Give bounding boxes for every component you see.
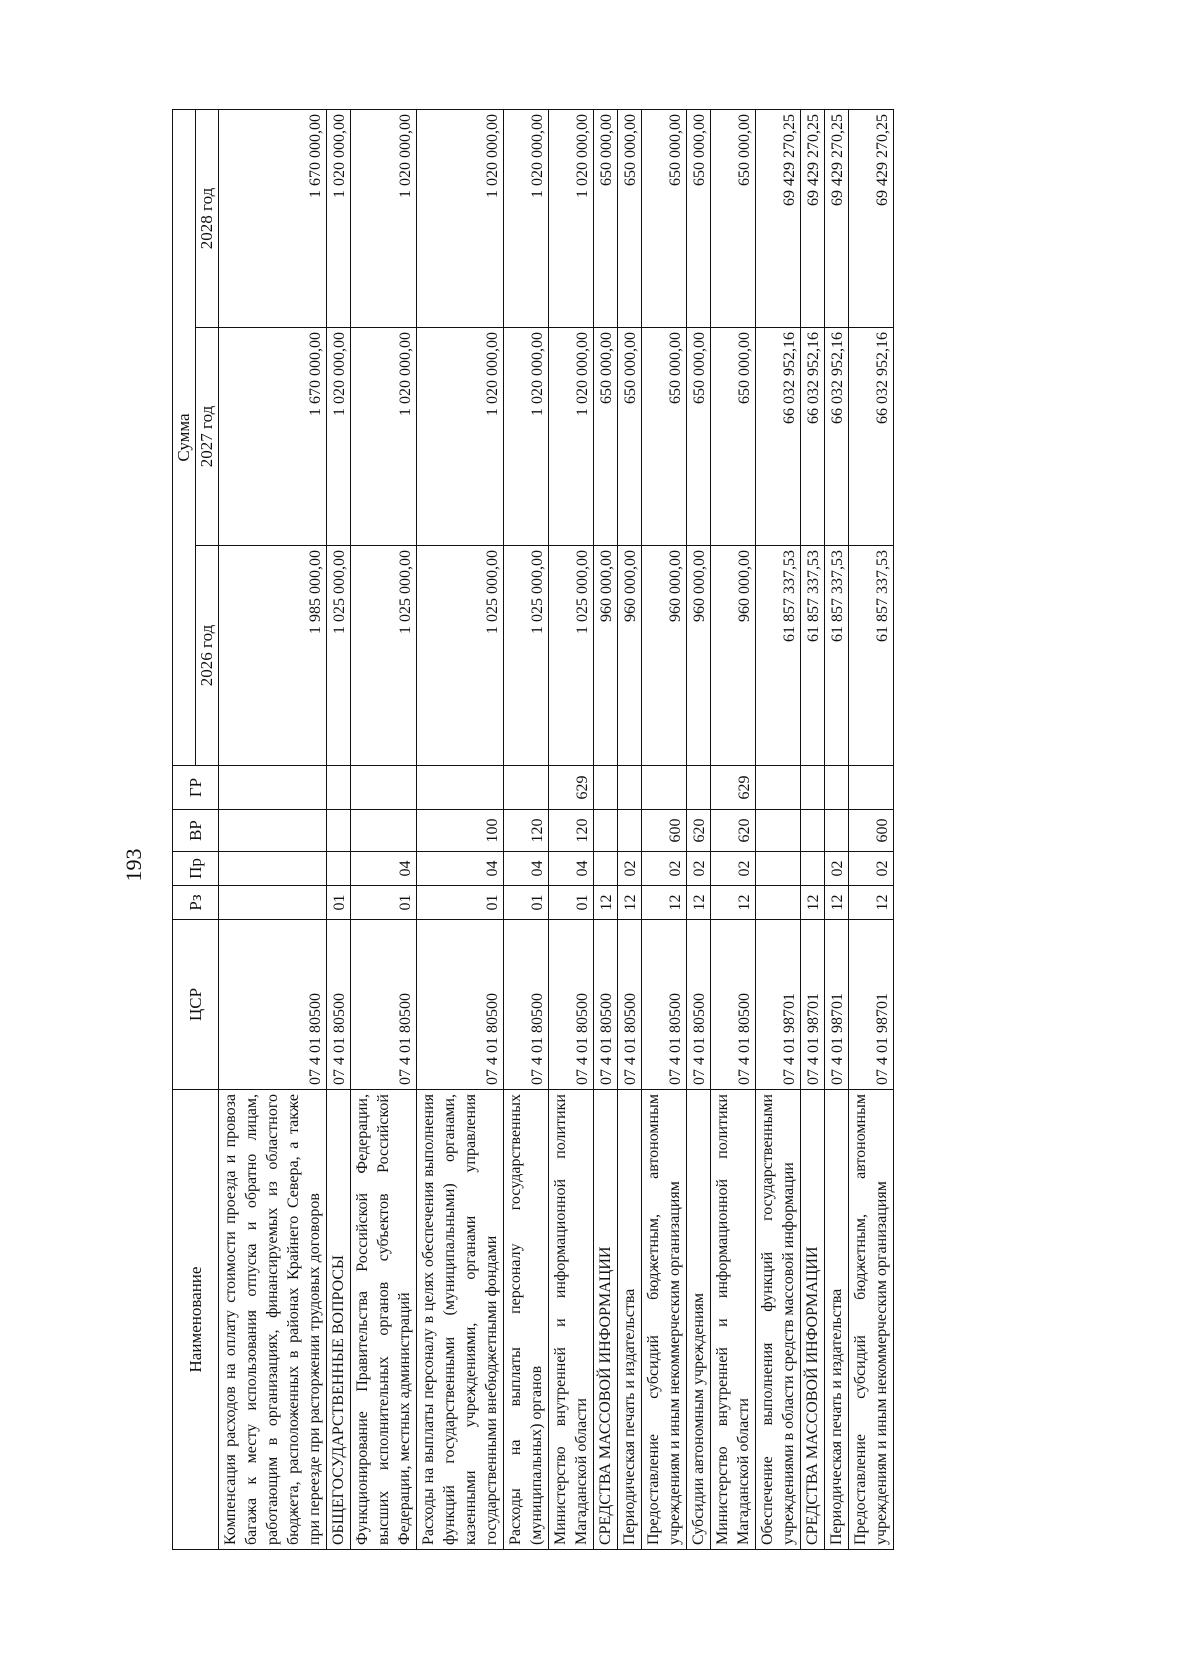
header-name: Наименование <box>173 1090 219 1550</box>
row-2027: 1 020 000,00 <box>504 328 549 546</box>
row-2027: 66 032 952,16 <box>849 328 894 546</box>
row-2028: 650 000,00 <box>642 110 687 328</box>
row-name: Обеспечение выполнения функций государственными учреждениями в области средств массовой информации <box>756 1090 801 1550</box>
row-csr: 07 4 01 80500 <box>642 920 687 1090</box>
table-row <box>417 110 504 1550</box>
row-2027: 650 000,00 <box>711 328 756 546</box>
row-gr <box>417 766 504 810</box>
row-2027: 1 020 000,00 <box>417 328 504 546</box>
row-gr <box>849 766 894 810</box>
row-2027: 1 020 000,00 <box>549 328 594 546</box>
row-2028: 69 429 270,25 <box>756 110 801 328</box>
row-rz <box>219 886 327 920</box>
table-body <box>219 110 894 1550</box>
row-vr <box>219 810 327 852</box>
header-gr: ГР <box>173 766 219 810</box>
row-csr: 07 4 01 98701 <box>825 920 849 1090</box>
row-rz: 01 <box>327 886 351 920</box>
row-name: Министерство внутренней и информационной политики Магаданской области <box>711 1090 756 1550</box>
row-2028: 650 000,00 <box>687 110 711 328</box>
row-2028: 1 020 000,00 <box>549 110 594 328</box>
row-rz: 12 <box>711 886 756 920</box>
row-csr: 07 4 01 80500 <box>618 920 642 1090</box>
row-vr <box>327 810 351 852</box>
row-name: Министерство внутренней и информационной политики Магаданской области <box>549 1090 594 1550</box>
table-row <box>594 110 618 1550</box>
row-vr: 620 <box>711 810 756 852</box>
row-2028: 69 429 270,25 <box>849 110 894 328</box>
row-gr <box>801 766 825 810</box>
row-csr: 07 4 01 80500 <box>549 920 594 1090</box>
row-vr: 600 <box>849 810 894 852</box>
row-vr <box>618 810 642 852</box>
row-2027: 66 032 952,16 <box>756 328 801 546</box>
row-rz: 01 <box>504 886 549 920</box>
row-2026: 1 025 000,00 <box>327 546 351 766</box>
row-name: Функционирование Правительства Российской Федерации, высших исполнительных органов субъектов Российской Федерации, местных администраций <box>351 1090 417 1550</box>
row-csr: 07 4 01 98701 <box>756 920 801 1090</box>
row-pr: 02 <box>825 852 849 886</box>
row-rz: 01 <box>417 886 504 920</box>
row-name: Расходы на выплаты персоналу государственных (муниципальных) органов <box>504 1090 549 1550</box>
row-2026: 960 000,00 <box>594 546 618 766</box>
row-2027: 1 020 000,00 <box>327 328 351 546</box>
row-vr <box>594 810 618 852</box>
row-vr: 600 <box>642 810 687 852</box>
row-gr <box>594 766 618 810</box>
row-csr: 07 4 01 80500 <box>711 920 756 1090</box>
row-2026: 960 000,00 <box>618 546 642 766</box>
row-2027: 66 032 952,16 <box>825 328 849 546</box>
table-row <box>849 110 894 1550</box>
row-pr: 02 <box>711 852 756 886</box>
row-2026: 1 025 000,00 <box>351 546 417 766</box>
row-gr <box>618 766 642 810</box>
header-2028: 2028 год <box>196 110 219 328</box>
row-2027: 650 000,00 <box>642 328 687 546</box>
row-vr: 100 <box>417 810 504 852</box>
row-pr <box>801 852 825 886</box>
header-vr: ВР <box>173 810 219 852</box>
row-csr: 07 4 01 80500 <box>504 920 549 1090</box>
row-name: ОБЩЕГОСУДАРСТВЕННЫЕ ВОПРОСЫ <box>327 1090 351 1550</box>
row-name: Предоставление субсидий бюджетным, автономным учреждениям и иным некоммерческим организациям <box>642 1090 687 1550</box>
row-pr: 04 <box>504 852 549 886</box>
row-2027: 1 670 000,00 <box>219 328 327 546</box>
row-vr <box>825 810 849 852</box>
row-2026: 960 000,00 <box>687 546 711 766</box>
row-pr: 04 <box>351 852 417 886</box>
header-pr: Пр <box>173 852 219 886</box>
row-pr: 02 <box>849 852 894 886</box>
row-2028: 650 000,00 <box>594 110 618 328</box>
row-csr: 07 4 01 80500 <box>687 920 711 1090</box>
row-2026: 960 000,00 <box>642 546 687 766</box>
row-gr <box>687 766 711 810</box>
row-pr <box>756 852 801 886</box>
row-gr <box>756 766 801 810</box>
budget-sheet <box>172 0 1032 1550</box>
row-2028: 1 020 000,00 <box>504 110 549 328</box>
row-name: Периодическая печать и издательства <box>618 1090 642 1550</box>
row-2028: 650 000,00 <box>618 110 642 328</box>
row-gr <box>351 766 417 810</box>
row-pr: 02 <box>618 852 642 886</box>
table-row <box>549 110 594 1550</box>
row-csr: 07 4 01 80500 <box>351 920 417 1090</box>
table-row <box>687 110 711 1550</box>
header-csr: ЦСР <box>173 920 219 1090</box>
table-row <box>351 110 417 1550</box>
row-name: Расходы на выплаты персоналу в целях обеспечения выполнения функций государственными (муниципальными) органами, казенными учреждениями, органами управления государственными внебюджетными фондами <box>417 1090 504 1550</box>
row-gr: 629 <box>549 766 594 810</box>
row-pr: 02 <box>642 852 687 886</box>
table-row <box>711 110 756 1550</box>
row-csr: 07 4 01 80500 <box>219 920 327 1090</box>
row-rz: 12 <box>849 886 894 920</box>
table-row <box>618 110 642 1550</box>
row-2026: 1 025 000,00 <box>417 546 504 766</box>
row-2026: 960 000,00 <box>711 546 756 766</box>
row-2026: 61 857 337,53 <box>825 546 849 766</box>
row-rz: 12 <box>801 886 825 920</box>
row-name: Субсидии автономным учреждениям <box>687 1090 711 1550</box>
row-vr <box>756 810 801 852</box>
table-row <box>756 110 801 1550</box>
row-name: Периодическая печать и издательства <box>825 1090 849 1550</box>
budget-table <box>172 109 894 1550</box>
row-csr: 07 4 01 80500 <box>327 920 351 1090</box>
header-2027: 2027 год <box>196 328 219 546</box>
row-2028: 69 429 270,25 <box>825 110 849 328</box>
table-row <box>504 110 549 1550</box>
row-rz: 12 <box>594 886 618 920</box>
header-2026: 2026 год <box>196 546 219 766</box>
row-pr: 02 <box>687 852 711 886</box>
row-rz: 12 <box>642 886 687 920</box>
row-rz: 01 <box>549 886 594 920</box>
row-2026: 61 857 337,53 <box>849 546 894 766</box>
row-pr <box>219 852 327 886</box>
row-gr <box>327 766 351 810</box>
row-csr: 07 4 01 98701 <box>849 920 894 1090</box>
row-pr: 04 <box>417 852 504 886</box>
row-2027: 650 000,00 <box>687 328 711 546</box>
row-2027: 650 000,00 <box>618 328 642 546</box>
row-name: Предоставление субсидий бюджетным, автономным учреждениям и иным некоммерческим организациям <box>849 1090 894 1550</box>
row-2028: 650 000,00 <box>711 110 756 328</box>
row-rz: 01 <box>351 886 417 920</box>
row-2028: 1 670 000,00 <box>219 110 327 328</box>
row-rz <box>756 886 801 920</box>
row-pr <box>594 852 618 886</box>
row-gr <box>642 766 687 810</box>
row-pr: 04 <box>549 852 594 886</box>
row-2026: 1 985 000,00 <box>219 546 327 766</box>
row-2028: 1 020 000,00 <box>417 110 504 328</box>
row-name: СРЕДСТВА МАССОВОЙ ИНФОРМАЦИИ <box>594 1090 618 1550</box>
table-row <box>642 110 687 1550</box>
row-gr <box>504 766 549 810</box>
row-name: Компенсация расходов на оплату стоимости проезда и провоза багажа к месту использования отпуска и обратно лицам, работающим в организациях, финансируемых из областного бюджета, расположенных в районах Крайнего Севера, а также при переезде при расторжении трудовых договоров <box>219 1090 327 1550</box>
header-rz: Рз <box>173 886 219 920</box>
table-row <box>219 110 327 1550</box>
row-2028: 1 020 000,00 <box>351 110 417 328</box>
row-gr: 629 <box>711 766 756 810</box>
row-vr: 120 <box>549 810 594 852</box>
row-rz: 12 <box>687 886 711 920</box>
table-row <box>801 110 825 1550</box>
row-name: СРЕДСТВА МАССОВОЙ ИНФОРМАЦИИ <box>801 1090 825 1550</box>
page-number: 193 <box>121 848 146 882</box>
row-gr <box>825 766 849 810</box>
row-2027: 650 000,00 <box>594 328 618 546</box>
table-row <box>327 110 351 1550</box>
row-vr <box>801 810 825 852</box>
row-csr: 07 4 01 80500 <box>594 920 618 1090</box>
row-2026: 61 857 337,53 <box>801 546 825 766</box>
row-2028: 69 429 270,25 <box>801 110 825 328</box>
row-vr: 620 <box>687 810 711 852</box>
row-2026: 1 025 000,00 <box>504 546 549 766</box>
row-2027: 66 032 952,16 <box>801 328 825 546</box>
row-rz: 12 <box>825 886 849 920</box>
row-2026: 61 857 337,53 <box>756 546 801 766</box>
row-csr: 07 4 01 80500 <box>417 920 504 1090</box>
row-gr <box>219 766 327 810</box>
row-2028: 1 020 000,00 <box>327 110 351 328</box>
row-2027: 1 020 000,00 <box>351 328 417 546</box>
header-sum: Сумма <box>173 110 196 766</box>
row-rz: 12 <box>618 886 642 920</box>
table-row <box>825 110 849 1550</box>
row-vr <box>351 810 417 852</box>
row-csr: 07 4 01 98701 <box>801 920 825 1090</box>
row-vr: 120 <box>504 810 549 852</box>
row-pr <box>327 852 351 886</box>
row-2026: 1 025 000,00 <box>549 546 594 766</box>
